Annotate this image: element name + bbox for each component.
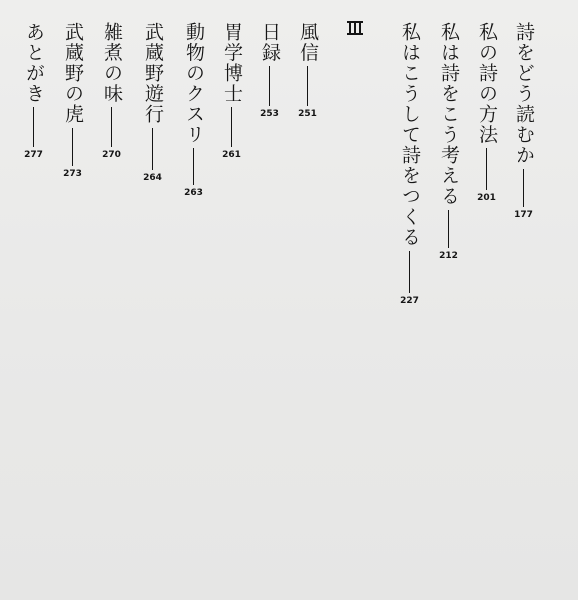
toc-entry (184, 22, 203, 198)
toc-entry-page: 177 (514, 209, 533, 220)
leader-line (307, 66, 308, 106)
toc-entry (514, 22, 533, 220)
toc-entry-page: 253 (260, 109, 279, 119)
toc-entry (222, 22, 241, 160)
leader-line (72, 128, 73, 166)
toc-entry (63, 22, 82, 179)
toc-entry-title: 日録 (259, 22, 281, 63)
toc-entry (102, 22, 121, 160)
toc-entry-title: 胃学博士 (221, 22, 243, 104)
toc-entry-page: 277 (24, 150, 43, 160)
toc-entry-page: 201 (477, 193, 496, 203)
toc-entry-page: 264 (143, 172, 162, 183)
toc-entry-title: 武蔵野遊行 (142, 22, 164, 125)
section-numeral-serif-bottom (347, 33, 363, 35)
leader-line (193, 148, 194, 185)
leader-line (111, 107, 112, 147)
toc-entry-title: 雑煮の味 (101, 22, 123, 104)
section-numeral-iii (347, 20, 369, 36)
toc-entry (24, 22, 43, 160)
toc-entry-title: 風信 (297, 22, 319, 63)
leader-line (33, 107, 34, 147)
leader-line (486, 148, 487, 190)
toc-entry-title: 動物のクスリ (183, 22, 205, 145)
toc-entry-page: 261 (222, 150, 241, 160)
toc-entry-title: 武蔵野の虎 (62, 22, 84, 125)
toc-entry-page: 270 (102, 150, 121, 160)
toc-entry-page: 212 (439, 250, 458, 261)
leader-line (523, 169, 524, 207)
toc-entry-title: 私はこうして詩をつくる (399, 22, 421, 248)
leader-line (269, 66, 270, 106)
toc-entry (400, 22, 419, 306)
toc-entry (260, 22, 279, 119)
toc-entry-title: あとがき (23, 22, 45, 104)
toc-entry-title: 私は詩をこう考える (438, 22, 460, 207)
toc-entry-page: 273 (63, 168, 82, 179)
toc-entry (439, 22, 458, 261)
toc-entry-page: 227 (400, 295, 419, 306)
leader-line (409, 251, 410, 293)
leader-line (152, 128, 153, 170)
toc-entry-page: 263 (184, 188, 203, 198)
toc-entry-title: 私の詩の方法 (476, 22, 498, 145)
leader-line (231, 107, 232, 147)
toc-entry (298, 22, 317, 119)
toc-entry (477, 22, 496, 203)
leader-line (448, 210, 449, 248)
toc-entry-page: 251 (298, 109, 317, 119)
toc-entry (143, 22, 162, 183)
toc-entry-title: 詩をどう読むか (513, 22, 535, 166)
